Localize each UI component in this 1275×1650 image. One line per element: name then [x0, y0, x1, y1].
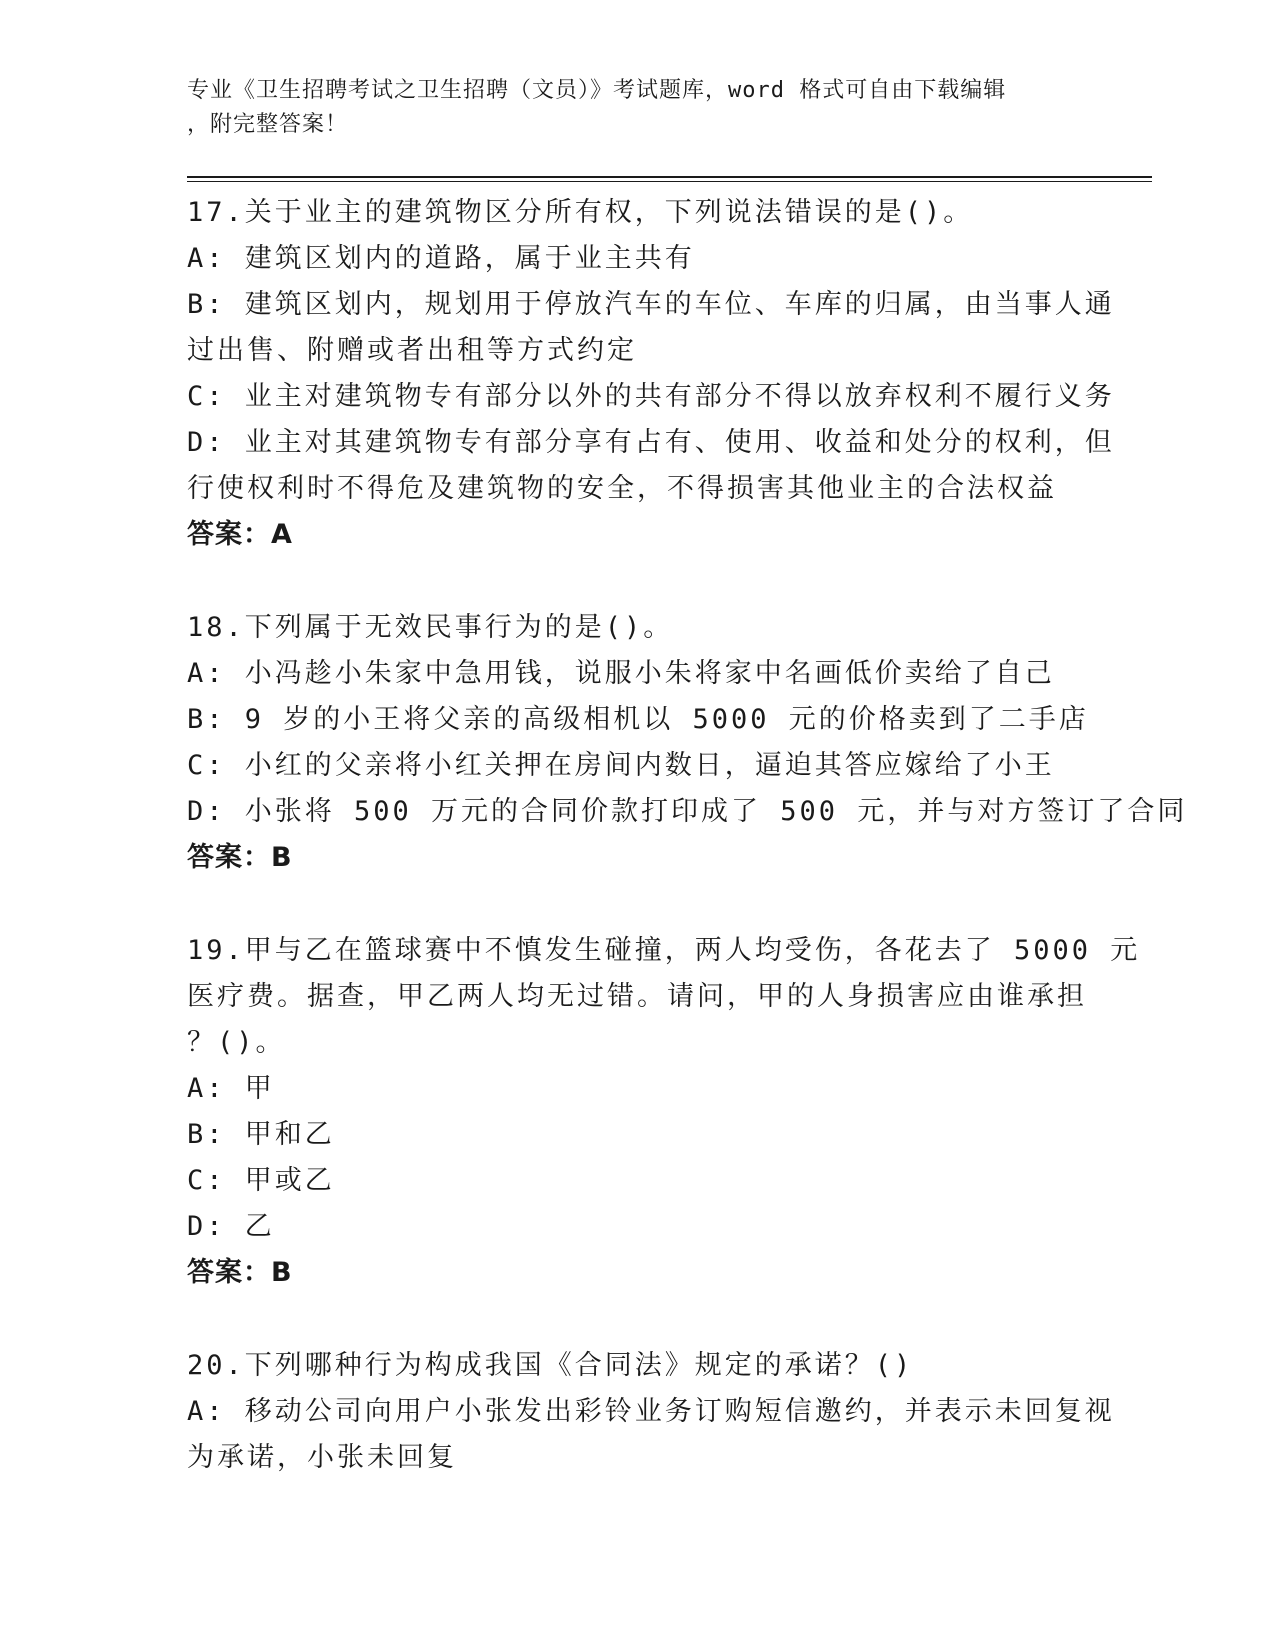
question-19-stem-cont-2: ？()。 [187, 1027, 286, 1058]
question-19-option-a: A: 甲 [187, 1073, 275, 1104]
question-20-option-a: A: 移动公司向用户小张发出彩铃业务订购短信邀约，并表示未回复视 [187, 1396, 1115, 1427]
question-18-option-d: D: 小张将 500 万元的合同价款打印成了 500 元，并与对方签订了合同 [187, 796, 1188, 827]
question-18-option-c: C: 小红的父亲将小红关押在房间内数日，逼迫其答应嫁给了小王 [187, 750, 1055, 781]
question-19-option-d: D: 乙 [187, 1211, 275, 1242]
spacer [187, 881, 1087, 928]
question-17-option-d: D: 业主对其建筑物专有部分享有占有、使用、收益和处分的权利，但 [187, 427, 1115, 458]
spacer [187, 1296, 1087, 1343]
question-list [187, 190, 1188, 1481]
question-18-answer: 答案：B [187, 842, 293, 873]
question-18-option-a: A: 小冯趁小朱家中急用钱，说服小朱将家中名画低价卖给了自己 [187, 658, 1055, 689]
header-line-2: ，附完整答案！ [187, 112, 349, 137]
question-17-option-b: B: 建筑区划内，规划用于停放汽车的车位、车库的归属，由当事人通 [187, 289, 1115, 320]
question-17 [187, 190, 1115, 558]
question-20-option-a-cont: 为承诺，小张未回复 [187, 1442, 457, 1473]
question-17-option-a: A: 建筑区划内的道路，属于业主共有 [187, 243, 695, 274]
question-18-stem: 18.下列属于无效民事行为的是()。 [187, 612, 674, 643]
question-18-option-b: B: 9 岁的小王将父亲的高级相机以 5000 元的价格卖到了二手店 [187, 704, 1089, 735]
question-18 [187, 605, 1188, 881]
question-19-stem-cont-1: 医疗费。据查，甲乙两人均无过错。请问，甲的人身损害应由谁承担 [187, 981, 1087, 1012]
header-divider-thick [187, 176, 1152, 178]
question-20 [187, 1343, 1115, 1481]
question-17-option-d-cont: 行使权利时不得危及建筑物的安全，不得损害其他业主的合法权益 [187, 473, 1057, 504]
question-19 [187, 928, 1141, 1296]
question-17-option-c: C: 业主对建筑物专有部分以外的共有部分不得以放弃权利不履行义务 [187, 381, 1115, 412]
spacer [187, 558, 1087, 605]
document-header [187, 74, 1067, 142]
question-19-answer: 答案：B [187, 1257, 293, 1288]
question-17-answer: 答案：A [187, 519, 293, 550]
question-19-option-c: C: 甲或乙 [187, 1165, 335, 1196]
header-line-1: 专业《卫生招聘考试之卫生招聘（文员）》考试题库，word 格式可自由下载编辑 [187, 78, 1007, 103]
header-divider-thin [187, 181, 1152, 182]
question-20-stem: 20.下列哪种行为构成我国《合同法》规定的承诺？() [187, 1350, 914, 1381]
question-17-option-b-cont: 过出售、附赠或者出租等方式约定 [187, 335, 637, 366]
question-17-stem: 17.关于业主的建筑物区分所有权，下列说法错误的是()。 [187, 197, 974, 228]
question-19-stem: 19.甲与乙在篮球赛中不慎发生碰撞，两人均受伤，各花去了 5000 元 [187, 935, 1141, 966]
question-19-option-b: B: 甲和乙 [187, 1119, 335, 1150]
